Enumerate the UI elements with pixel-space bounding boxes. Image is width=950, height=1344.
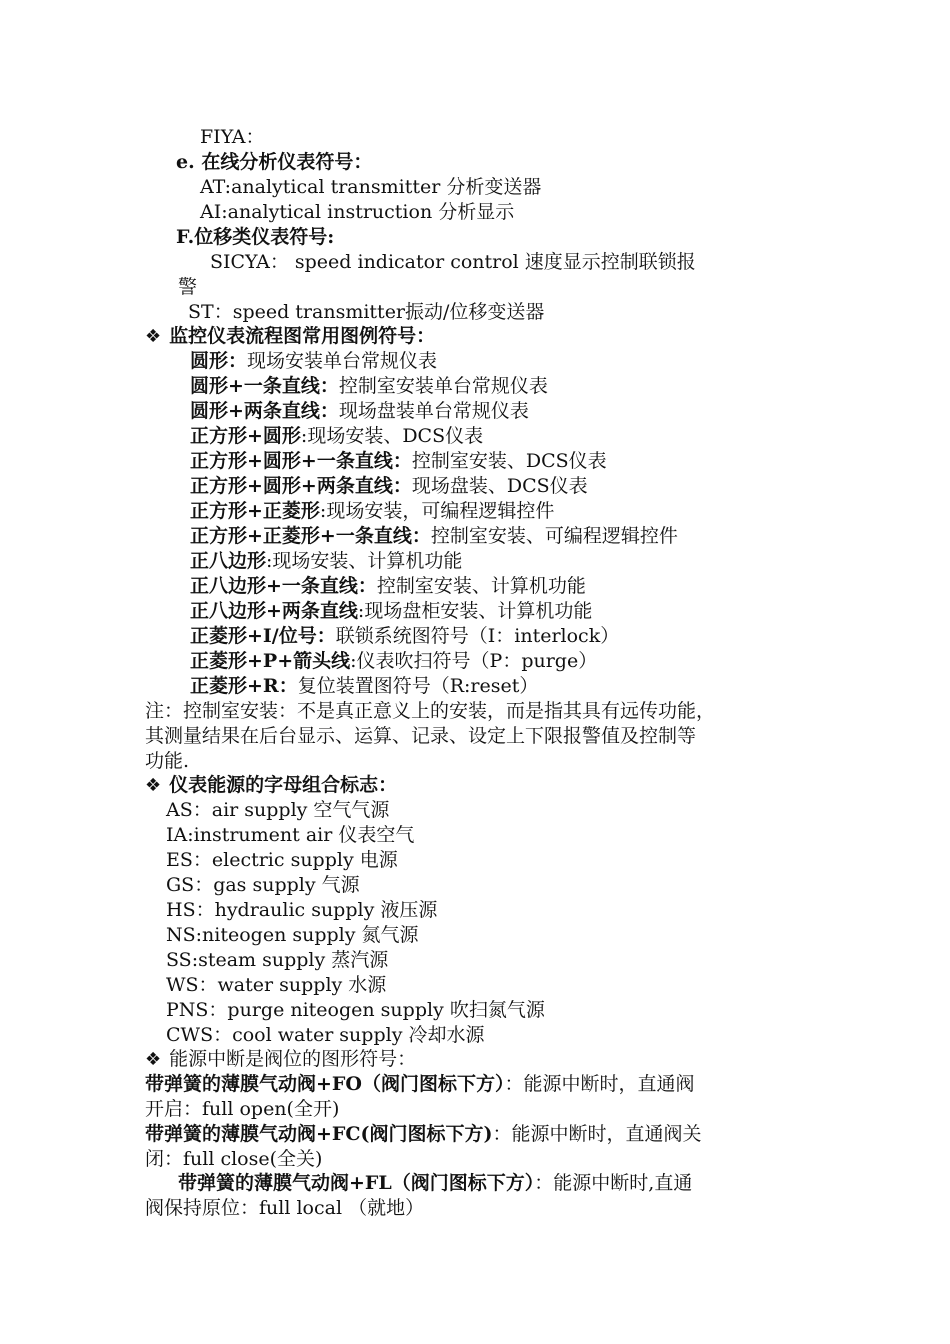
note-line: 注：控制室安装：不是真正意义上的安装，而是指其具有远传功能， bbox=[145, 700, 716, 722]
legend-desc: 控制室安装、计算机功能 bbox=[376, 575, 586, 597]
legend-desc: 复位装置图符号（R:reset） bbox=[297, 675, 539, 697]
legend-item bbox=[190, 424, 483, 449]
energy-item: PNS：purge niteogen supply 吹扫氮气源 bbox=[166, 999, 545, 1021]
text-line: 警 bbox=[178, 276, 198, 298]
legend-item bbox=[190, 549, 462, 574]
legend-term: 正菱形+P+箭头线 bbox=[190, 650, 351, 672]
valve-item bbox=[145, 1122, 702, 1147]
energy-item: GS：gas supply 气源 bbox=[166, 874, 360, 896]
legend-term: 正方形+正菱形+一条直线： bbox=[190, 525, 431, 547]
legend-item bbox=[190, 624, 619, 649]
legend-desc: 控制室安装单台常规仪表 bbox=[338, 375, 548, 397]
legend-term: 圆形： bbox=[190, 350, 248, 372]
bullet-heading-text: 监控仪表流程图常用图例符号： bbox=[169, 325, 436, 347]
legend-desc: :现场安装，可编程逻辑控件 bbox=[319, 500, 555, 522]
legend-item bbox=[190, 399, 529, 424]
valve-desc: ：能源中断时，直通阀 bbox=[504, 1073, 695, 1095]
text-line: 阀保持原位：full local （就地） bbox=[145, 1197, 425, 1219]
valve-term: 带弹簧的薄膜气动阀+FC(阀门图标下方) bbox=[145, 1123, 493, 1145]
energy-item: HS：hydraulic supply 液压源 bbox=[166, 899, 438, 921]
text-line: AT:analytical transmitter 分析变送器 bbox=[200, 176, 542, 198]
legend-desc: 控制室安装、DCS仪表 bbox=[411, 450, 607, 472]
text-line: SICYA： speed indicator control 速度显示控制联锁报 bbox=[210, 251, 696, 273]
legend-item bbox=[190, 599, 592, 624]
legend-item bbox=[190, 374, 548, 399]
legend-term: 正方形+圆形 bbox=[190, 425, 301, 447]
valve-term: 带弹簧的薄膜气动阀+FL（阀门图标下方） bbox=[178, 1172, 535, 1194]
note-line: 功能. bbox=[145, 750, 190, 772]
energy-item: AS：air supply 空气气源 bbox=[166, 799, 390, 821]
bullet-heading bbox=[145, 773, 397, 798]
energy-item: NS:niteogen supply 氮气源 bbox=[166, 924, 419, 946]
valve-desc: ：能源中断时，直通阀关 bbox=[492, 1123, 702, 1145]
bullet-heading bbox=[145, 1047, 416, 1072]
legend-desc: 现场盘装单台常规仪表 bbox=[338, 400, 529, 422]
legend-term: 正八边形+两条直线 bbox=[190, 600, 358, 622]
legend-term: 圆形+两条直线： bbox=[190, 400, 339, 422]
energy-item: SS:steam supply 蒸汽源 bbox=[166, 949, 389, 971]
legend-desc: 现场安装单台常规仪表 bbox=[247, 350, 438, 372]
section-heading: e. 在线分析仪表符号： bbox=[176, 151, 373, 173]
legend-term: 正菱形+I/位号： bbox=[190, 625, 336, 647]
legend-item bbox=[190, 524, 678, 549]
legend-item bbox=[190, 474, 588, 499]
bullet-heading bbox=[145, 324, 435, 349]
text-line: 开启：full open(全开) bbox=[145, 1098, 340, 1120]
text-line: ST：speed transmitter振动/位移变送器 bbox=[188, 301, 545, 323]
text-line: 闭：full close(全关) bbox=[145, 1148, 323, 1170]
legend-term: 正方形+圆形+两条直线： bbox=[190, 475, 412, 497]
energy-item: IA:instrument air 仪表空气 bbox=[166, 824, 415, 846]
legend-desc: :现场安装、计算机功能 bbox=[266, 550, 463, 572]
legend-term: 圆形+一条直线： bbox=[190, 375, 339, 397]
legend-desc: 联锁系统图符号（I：interlock） bbox=[335, 625, 620, 647]
valve-item bbox=[145, 1072, 694, 1097]
diamond-bullet-icon: ❖ bbox=[145, 1049, 162, 1070]
legend-desc: :仪表吹扫符号（P：purge） bbox=[350, 650, 598, 672]
legend-desc: :现场盘柜安装、计算机功能 bbox=[357, 600, 593, 622]
section-heading: F.位移类仪表符号: bbox=[176, 226, 335, 248]
text-line: FIYA： bbox=[200, 126, 265, 148]
legend-term: 正方形+圆形+一条直线： bbox=[190, 450, 412, 472]
legend-desc: :现场安装、DCS仪表 bbox=[300, 425, 484, 447]
valve-item bbox=[178, 1171, 692, 1196]
legend-item bbox=[190, 349, 437, 374]
bullet-heading-text: 能源中断是阀位的图形符号： bbox=[169, 1048, 417, 1070]
valve-desc: ：能源中断时,直通 bbox=[534, 1172, 693, 1194]
legend-desc: 控制室安装、可编程逻辑控件 bbox=[430, 525, 678, 547]
text-line: AI:analytical instruction 分析显示 bbox=[200, 201, 515, 223]
legend-desc: 现场盘装、DCS仪表 bbox=[411, 475, 588, 497]
valve-term: 带弹簧的薄膜气动阀+FO（阀门图标下方） bbox=[145, 1073, 505, 1095]
legend-item bbox=[190, 449, 607, 474]
legend-item bbox=[190, 574, 586, 599]
legend-term: 正八边形 bbox=[190, 550, 267, 572]
legend-term: 正八边形+一条直线： bbox=[190, 575, 377, 597]
diamond-bullet-icon: ❖ bbox=[145, 775, 162, 796]
diamond-bullet-icon: ❖ bbox=[145, 326, 162, 347]
legend-item bbox=[190, 674, 538, 699]
legend-term: 正方形+正菱形 bbox=[190, 500, 320, 522]
energy-item: CWS：cool water supply 冷却水源 bbox=[166, 1024, 485, 1046]
note-line: 其测量结果在后台显示、运算、记录、设定上下限报警值及控制等 bbox=[145, 725, 697, 747]
energy-item: WS：water supply 水源 bbox=[166, 974, 387, 996]
legend-item bbox=[190, 499, 554, 524]
energy-item: ES：electric supply 电源 bbox=[166, 849, 398, 871]
legend-term: 正菱形+R： bbox=[190, 675, 298, 697]
bullet-heading-text: 仪表能源的字母组合标志： bbox=[169, 774, 398, 796]
legend-item bbox=[190, 649, 597, 674]
